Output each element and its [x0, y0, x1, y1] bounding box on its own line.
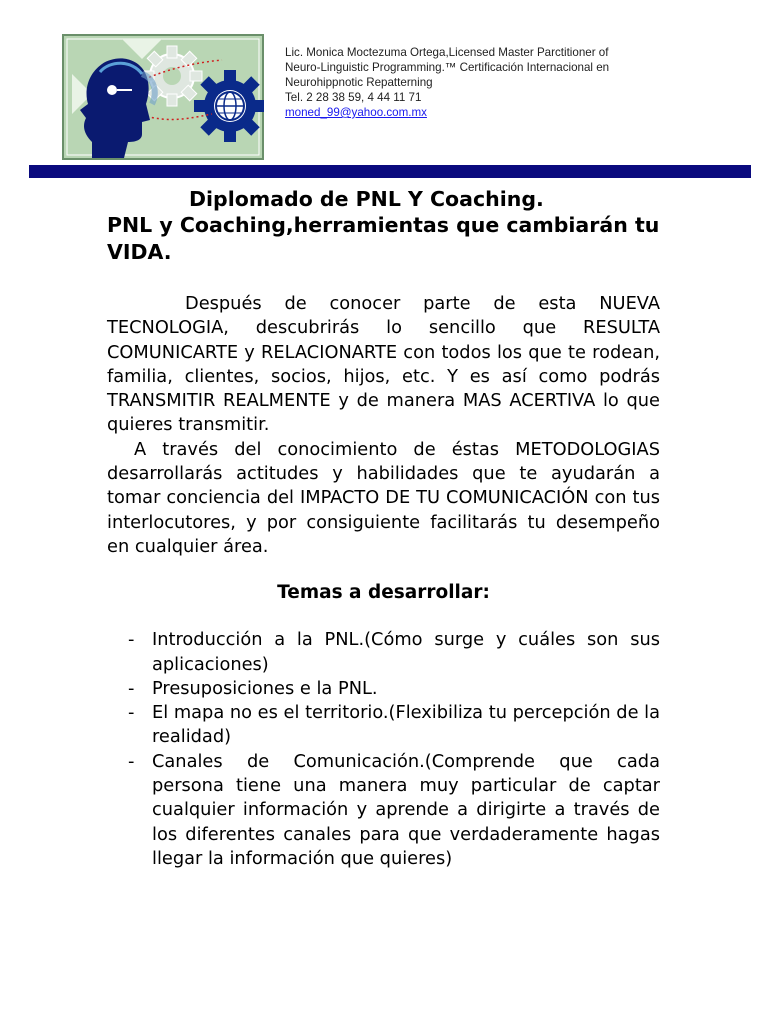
bullet-dash: -	[128, 702, 135, 724]
document-title: Diplomado de PNL Y Coaching.	[189, 187, 544, 211]
contact-line-2: Neuro-Linguistic Programming.™ Certificación Internacional en	[285, 61, 610, 74]
topics-list	[107, 628, 660, 871]
topic-text: Presuposiciones e la PNL.	[152, 677, 378, 699]
section-title: Temas a desarrollar:	[277, 582, 490, 604]
list-item	[107, 701, 660, 750]
list-item	[107, 628, 660, 677]
list-item	[107, 750, 660, 871]
contact-line-1: Lic. Monica Moctezuma Ortega,Licensed Master Parctitioner of	[285, 46, 609, 59]
bullet-dash: -	[128, 677, 135, 699]
intro-paragraph: Después de conocer parte de esta NUEVA TECNOLOGIA, descubrirás lo sencillo que RESULTA COMUNICARTE y RELACIONARTE con todos los que te rodean, familia, clientes, socios, hijos, etc. Y es así como podrás TRANSMITIR REALMENTE y de manera MAS ACERTIVA lo que quieres transmitir.	[107, 293, 660, 436]
contact-email-link[interactable]: moned_99@yahoo.com.mx	[285, 106, 427, 119]
list-item	[107, 677, 660, 701]
contact-phone: Tel. 2 28 38 59, 4 44 11 71	[285, 91, 422, 104]
methodology-paragraph: A través del conocimiento de éstas METODOLOGIAS desarrollarás actitudes y habilidades que te ayudarán a tomar conciencia del IMPACTO DE TU COMUNICACIÓN con tus interlocutores, y por consiguiente facilitarás tu desempeño en cualquier área.	[107, 438, 660, 557]
document-subtitle: PNL y Coaching,herramientas que cambiarán tu VIDA.	[107, 213, 660, 264]
header-divider	[29, 165, 751, 178]
topic-text: Canales de Comunicación.(Comprende que cada persona tiene una manera muy particular de captar cualquier información y aprende a dirigirte a través de los diferentes canales para que verdaderamente hagas llegar la información que quieres)	[152, 750, 660, 869]
bullet-dash: -	[128, 629, 135, 651]
topic-text: El mapa no es el territorio.(Flexibiliza tu percepción de la realidad)	[152, 702, 661, 748]
contact-line-3: Neurohippnotic Repatterning	[285, 76, 433, 89]
head-gears-globe-logo	[62, 34, 264, 160]
topic-text: Introducción a la PNL.(Cómo surge y cuáles son sus aplicaciones)	[152, 629, 660, 675]
document-body	[107, 186, 660, 871]
contact-info	[285, 45, 665, 120]
bullet-dash: -	[128, 750, 135, 772]
